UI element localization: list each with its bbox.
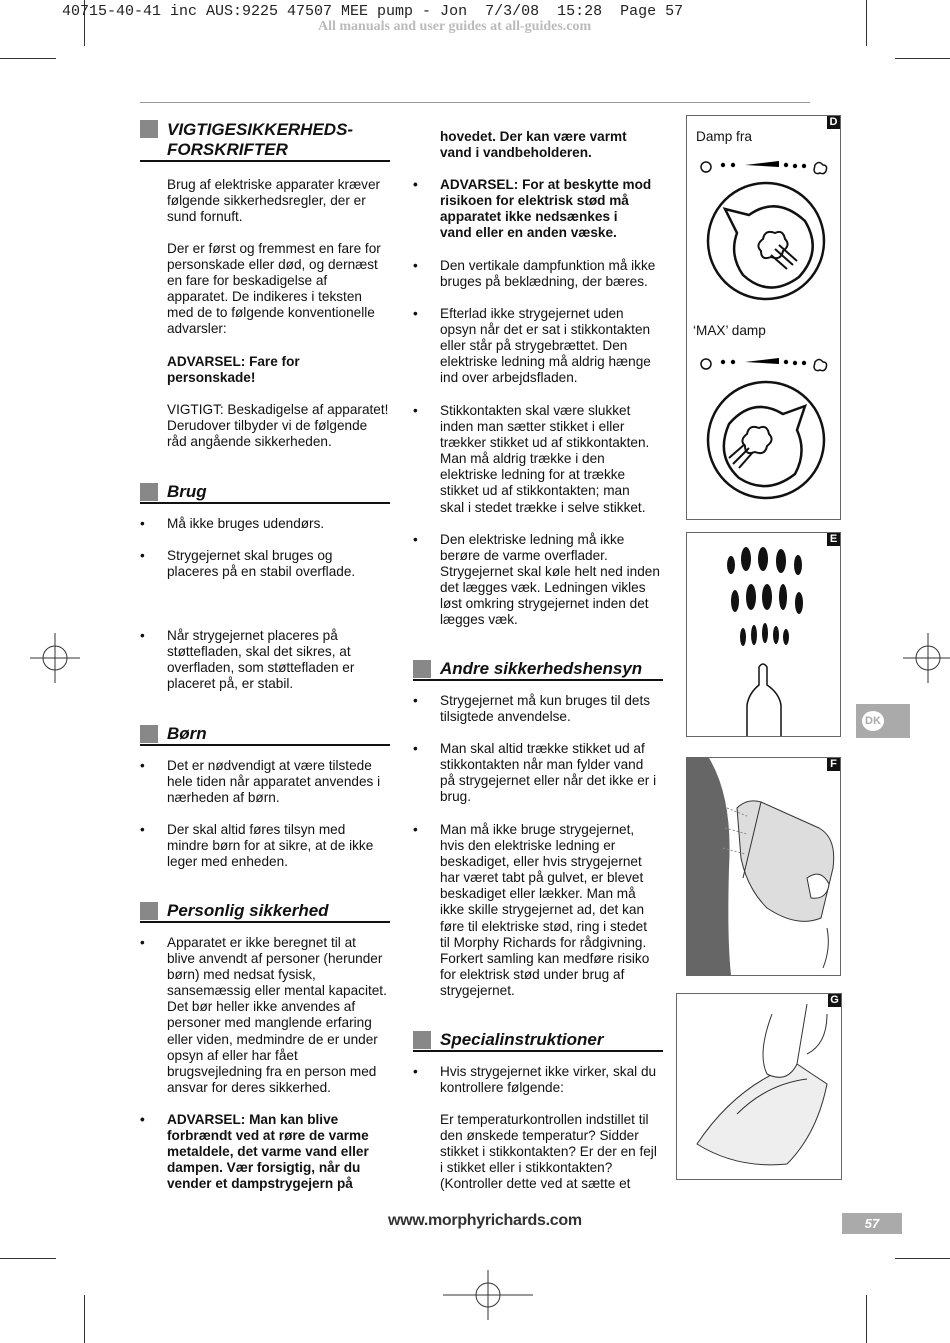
list-item: • Den elektriske ledning må ikke berøre de varme overflader. Strygejernet skal køle helt ned inden det lægges væk. Ledningen vikles løst omkring strygejernet inden det lægges væk. bbox=[440, 532, 660, 629]
list-item: • Man skal altid trække stikket ud af stikkontakten når man fylder vand på strygejernet eller når det ikke er i brug. bbox=[440, 741, 656, 805]
section-heading: Andre sikkerhedshensyn bbox=[413, 657, 663, 681]
section-heading: VIGTIGESIKKERHEDS- FORSKRIFTER bbox=[140, 115, 390, 162]
figure-label: G bbox=[828, 994, 841, 1007]
figure-label: D bbox=[827, 116, 840, 129]
crop-mark bbox=[84, 1295, 85, 1343]
section-heading: Børn bbox=[140, 722, 390, 746]
crop-mark bbox=[0, 58, 56, 59]
watermark: All manuals and user guides at all-guides.com bbox=[318, 19, 592, 34]
list-item: • Hvis strygejernet ikke virker, skal du kontrollere følgende: bbox=[440, 1064, 656, 1096]
registration-mark-icon bbox=[903, 633, 950, 683]
figure-label: F bbox=[827, 758, 840, 771]
registration-mark-icon bbox=[30, 633, 80, 683]
list-item: • Man må ikke bruge strygejernet, hvis den elektriske ledning er beskadiget, eller hvis strygejernet har været tabt på gulvet, er blevet beskadiget eller lækker. Man må ikke skille strygejernet ad, det kan føre til elektriske stød, ring i stedet til Morphy Richards for rådgivning. Forkert samling kan medføre risiko for elektrisk stød under brug af strygejernet. bbox=[440, 822, 649, 999]
crop-mark bbox=[0, 1258, 56, 1259]
paragraph: Er temperaturkontrollen indstillet til den ønskede temperatur? Sidder stikket i stikkontakten? Er der en fejl i stikket eller i stikkontakten? (Kontroller dette ved at sætte et bbox=[440, 1112, 657, 1192]
warning-paragraph: hovedet. Der kan være varmt vand i vandbeholderen. bbox=[440, 129, 627, 161]
language-label: DK bbox=[862, 711, 884, 731]
crop-mark bbox=[866, 1295, 867, 1343]
list-item: • Det er nødvendigt at være tilstede hele tiden når apparatet anvendes i nærheden af børn. bbox=[167, 758, 380, 806]
paragraph: VIGTIGT: Beskadigelse af apparatet! Derudover tilbyder vi de følgende råd angående sikkerheden. bbox=[167, 402, 389, 450]
list-item: • Stikkontakten skal være slukket inden man sætter stikket i eller trækker stikket ud af stikkontakten. Man må aldrig trække i den elektriske ledning for at trække stikket ud af stikkontakten; man skal i stedet trække i selve stikket. bbox=[440, 403, 649, 516]
list-item: • Apparatet er ikke beregnet til at blive anvendt af personer (herunder børn) med nedsat fysisk, sansemæssig eller mental kapacitet. Det bør heller ikke anvendes af personer med manglende erfaring eller viden, medmindre de er under opsyn af eller har fået brugsvejledning fra en person med ansvar for deres sikkerhed. bbox=[167, 935, 387, 1096]
list-item: • Den vertikale dampfunktion må ikke bruges på beklædning, der bæres. bbox=[440, 258, 655, 290]
steam-dial-off-icon bbox=[687, 151, 840, 301]
language-tab bbox=[856, 704, 910, 738]
list-item: • Må ikke bruges udendørs. bbox=[167, 516, 324, 532]
list-item: • Når strygejernet placeres på støttefladen, skal det sikres, at overfladen, som støttefladen er placeret på, er stabil. bbox=[167, 628, 354, 692]
iron-steaming-curtain-illustration bbox=[687, 758, 840, 975]
figure-g bbox=[676, 993, 842, 1180]
print-header: 40715-40-41 inc AUS:9225 47507 MEE pump - Jon 7/3/08 15:28 Page 57 bbox=[62, 3, 684, 20]
warning-list-item: • ADVARSEL: For at beskytte mod risikoen for elektrisk stød må apparatet ikke nedsænkes i vand eller en anden væske. bbox=[440, 177, 651, 241]
crop-mark bbox=[866, 0, 867, 46]
paragraph: Der er først og fremmest en fare for personskade eller død, og dernæst en fare for beskadigelse af apparatet. De indikeres i teksten med de to følgende konventionelle advarsler: bbox=[167, 241, 381, 337]
crop-mark bbox=[895, 58, 950, 59]
caption: Damp fra bbox=[696, 129, 752, 144]
figure-f bbox=[686, 757, 841, 976]
section-heading: Personlig sikkerhed bbox=[140, 899, 390, 923]
warning-list-item: • ADVARSEL: Man kan blive forbrændt ved at røre de varme metaldele, det varme vand eller dampen. Vær forsigtig, når du vender et dampstrygejern på bbox=[167, 1112, 369, 1192]
list-item: • Strygejernet må kun bruges til dets tilsigtede anvendelse. bbox=[440, 693, 650, 725]
list-item: • Strygejernet skal bruges og placeres på en stabil overflade. bbox=[167, 548, 355, 580]
section-heading: Specialinstruktioner bbox=[413, 1028, 663, 1052]
registration-mark-icon bbox=[443, 1270, 533, 1320]
page-number: 57 bbox=[842, 1213, 902, 1234]
paragraph: Brug af elektriske apparater kræver følgende sikkerhedsregler, der er sund fornuft. bbox=[167, 177, 381, 225]
vertical-steam-icon bbox=[687, 533, 840, 736]
warning-paragraph: ADVARSEL: Fare for personskade! bbox=[167, 354, 300, 386]
figure-d bbox=[686, 115, 841, 520]
crop-mark bbox=[895, 1258, 950, 1259]
caption: ‘MAX’ damp bbox=[693, 323, 766, 338]
list-item: • Efterlad ikke strygejernet uden opsyn når det er sat i stikkontakten eller står på strygebrættet. Den elektriske ledning må aldrig hænge ind over arbejdsfladen. bbox=[440, 306, 651, 386]
list-item: • Der skal altid føres tilsyn med mindre børn for at sikre, at de ikke leger med enheden. bbox=[167, 822, 373, 870]
figure-e bbox=[686, 532, 841, 737]
website-url: www.morphyrichards.com bbox=[388, 1212, 582, 1229]
figure-label: E bbox=[827, 533, 840, 546]
steam-dial-max-icon bbox=[687, 348, 840, 508]
iron-hand-illustration bbox=[677, 994, 841, 1179]
section-heading: Brug bbox=[140, 480, 390, 504]
top-rule bbox=[140, 102, 810, 103]
